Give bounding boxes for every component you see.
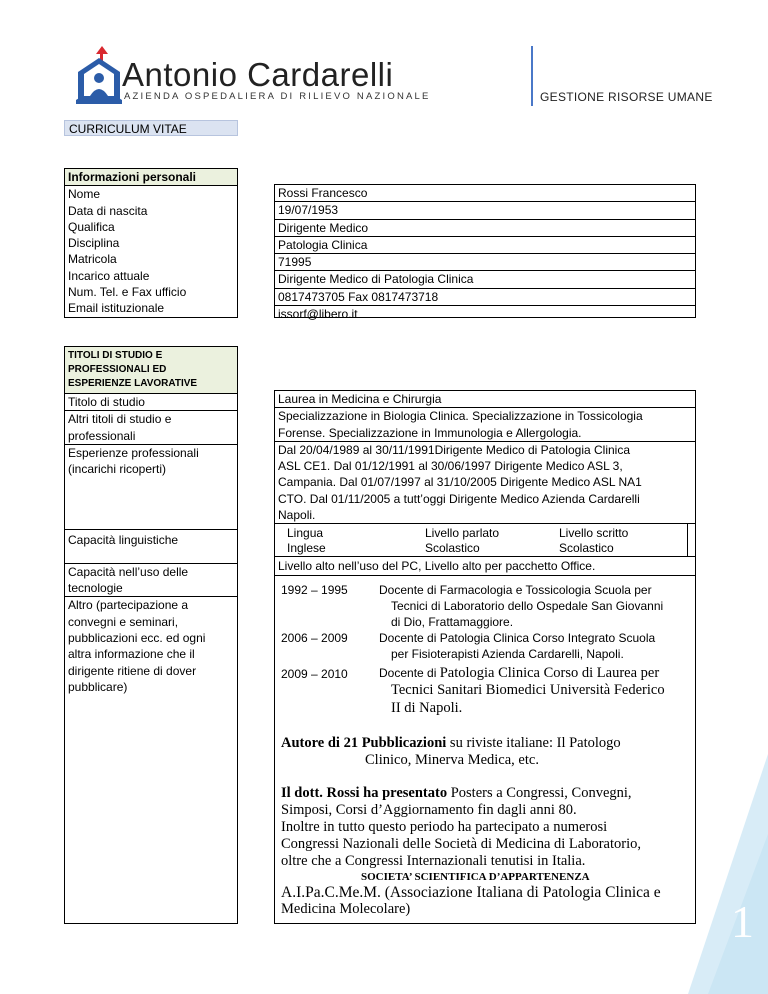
label-esperienze — [65, 444, 237, 529]
lang-table-end-divider — [687, 524, 688, 556]
teaching-2-line-2: per Fisioterapisti Azienda Cardarelli, Napoli. — [391, 646, 624, 661]
value-spec-1: Specializzazione in Biologia Clinica. Specializzazione in Tossicologia — [278, 409, 643, 424]
teaching-2-years: 2006 – 2009 — [281, 630, 348, 645]
label-altro-6: pubblicare) — [68, 679, 128, 694]
label-tel-fax: Num. Tel. e Fax ufficio — [68, 285, 187, 300]
titles-title-line-3: ESPERIENZE LAVORATIVE — [68, 378, 198, 389]
department-label: GESTIONE RISORSE UMANE — [540, 90, 713, 104]
teaching-list — [275, 582, 695, 698]
label-altro-2: convegni e seminari, — [68, 614, 179, 629]
value-matricola: 71995 — [275, 254, 695, 271]
logo-subtitle: AZIENDA OSPEDALIERA DI RILIEVO NAZIONALE — [124, 91, 431, 102]
value-specializzazioni — [275, 408, 695, 442]
personal-section-title: Informazioni personali — [65, 169, 237, 186]
lang-head-scritto: Livello scritto — [559, 526, 629, 541]
label-qualifica: Qualifica — [68, 219, 115, 234]
titles-title-line-1: TITOLI DI STUDIO E — [68, 350, 163, 361]
teaching-1-line-3: di Dio, Frattamaggiore. — [391, 614, 514, 629]
lang-row-parlato: Scolastico — [425, 541, 480, 556]
page-number: 1 — [731, 896, 754, 947]
value-exp-3: Campania. Dal 01/07/1997 al 31/10/2005 Dirigente Medico ASL NA1 — [278, 475, 642, 490]
label-altro-3: pubblicazioni ecc. ed ogni — [68, 631, 206, 646]
value-qualifica: Dirigente Medico — [275, 220, 695, 237]
value-tel-fax: 0817473705 Fax 0817473718 — [275, 289, 695, 306]
label-disciplina: Disciplina — [68, 236, 120, 251]
personal-values-box — [274, 184, 696, 322]
label-email: Email istituzionale — [68, 301, 165, 316]
value-data-nascita: 19/07/1953 — [275, 202, 695, 219]
label-altro — [65, 596, 237, 695]
teaching-3-line-1a: Docente di — [379, 665, 440, 680]
teaching-3-years: 2009 – 2010 — [281, 666, 348, 681]
teaching-3-line-3: II di Napoli. — [391, 699, 463, 716]
value-exp-5: Napoli. — [278, 508, 316, 523]
label-incarico: Incarico attuale — [68, 268, 150, 283]
label-nome: Nome — [68, 187, 101, 202]
value-exp-2: ASL CE1. Dal 01/12/1991 al 30/06/1997 Dirigente Medico ASL 3, — [278, 459, 623, 474]
publications-rest-1: su riviste italiane: Il Patologo — [446, 734, 621, 751]
teaching-1-line-2: Tecnici di Laboratorio dello Ospedale San Giovanni — [391, 598, 664, 613]
label-altri-1: Altri titoli di studio e — [68, 412, 172, 427]
teaching-3-line-1b: Patologia Clinica Corso di Laurea per — [439, 664, 660, 681]
label-lingue: Capacità linguistiche — [65, 529, 237, 563]
publications-bold: Autore di 21 Pubblicazioni — [281, 734, 447, 751]
presentations-rest-1: Posters a Congressi, Convegni, — [447, 784, 632, 801]
publications-line-1 — [275, 735, 695, 752]
label-altro-5: dirigente ritiene di dover — [68, 663, 197, 678]
label-tecnologie-1: Capacità nell’uso delle — [68, 564, 189, 579]
label-altro-4: altra informazione che il — [68, 647, 195, 662]
titles-section-title — [65, 347, 237, 394]
titles-labels-box — [64, 346, 238, 924]
value-nome: Rossi Francesco — [275, 185, 695, 202]
lang-head-lingua: Lingua — [287, 526, 324, 541]
teaching-3-line-1 — [379, 664, 659, 682]
value-email: issorf@libero.it — [278, 307, 358, 322]
value-tecnologie: Livello alto nell’uso del PC, Livello alto per pacchetto Office. — [275, 557, 695, 575]
value-disciplina: Patologia Clinica — [275, 237, 695, 254]
label-altri-2: professionali — [68, 428, 136, 443]
presentations-line-4: Congressi Nazionali delle Società di Medicina di Laboratorio, — [281, 835, 641, 852]
publications-line-2: Clinico, Minerva Medica, etc. — [365, 751, 539, 768]
label-altri-titoli — [65, 410, 237, 444]
teaching-1-years: 1992 – 1995 — [281, 582, 348, 597]
logo-title: Antonio Cardarelli — [122, 56, 394, 93]
lang-row-lingua: Inglese — [287, 541, 326, 556]
label-tecnologie — [65, 563, 237, 597]
label-altro-1: Altro (partecipazione a — [68, 598, 189, 613]
cv-label: CURRICULUM VITAE — [64, 120, 238, 136]
label-tecnologie-2: tecnologie — [68, 581, 123, 596]
presentations-line-3: Inoltre in tutto questo periodo ha partecipato a numerosi — [281, 818, 608, 835]
header-divider — [531, 46, 533, 106]
label-matricola: Matricola — [68, 252, 117, 267]
language-table — [275, 523, 695, 557]
value-exp-1: Dal 20/04/1989 al 30/11/1991Dirigente Medico di Patologia Clinica — [278, 442, 631, 457]
society-line-1: A.I.Pa.C.Me.M. (Associazione Italiana di Patologia Clinica e — [281, 883, 661, 901]
label-titolo: Titolo di studio — [68, 395, 145, 409]
value-incarico: Dirigente Medico di Patologia Clinica — [275, 271, 695, 288]
lang-row-scritto: Scolastico — [559, 541, 614, 556]
value-esperienze — [275, 442, 695, 523]
teaching-1-line-1: Docente di Farmacologia e Tossicologia Scuola per — [379, 582, 652, 597]
label-esperienze-1: Esperienze professionali — [68, 445, 199, 460]
label-data-nascita: Data di nascita — [68, 203, 148, 218]
presentations-line-5: oltre che a Congressi Internazionali tenutisi in Italia. — [281, 852, 586, 869]
society-title: SOCIETA’ SCIENTIFICA D’APPARTENENZA — [361, 870, 590, 883]
label-esperienze-2: (incarichi ricoperti) — [68, 462, 167, 477]
value-spec-2: Forense. Specializzazione in Immunologia e Allergologia. — [278, 425, 582, 440]
personal-labels-box — [64, 168, 238, 318]
presentations-line-2: Simposi, Corsi d’Aggiornamento fin dagli anni 80. — [281, 801, 577, 818]
teaching-2-line-1: Docente di Patologia Clinica Corso Integrato Scuola — [379, 630, 656, 645]
presentations-bold: Il dott. Rossi ha presentato — [281, 784, 448, 801]
presentations-line-1 — [275, 785, 695, 802]
titles-title-line-2: PROFESSIONALI ED — [68, 364, 167, 375]
titles-values-box — [274, 390, 696, 924]
value-exp-4: CTO. Dal 01/11/2005 a tutt’oggi Dirigente Medico Azienda Cardarelli — [278, 491, 640, 506]
lang-head-parlato: Livello parlato — [425, 526, 500, 541]
hospital-logo — [74, 44, 124, 106]
value-titolo: Laurea in Medicina e Chirurgia — [275, 391, 695, 408]
teaching-3-line-2: Tecnici Sanitari Biomedici Università Federico — [391, 681, 665, 698]
society-line-2: Medicina Molecolare) — [281, 900, 411, 917]
